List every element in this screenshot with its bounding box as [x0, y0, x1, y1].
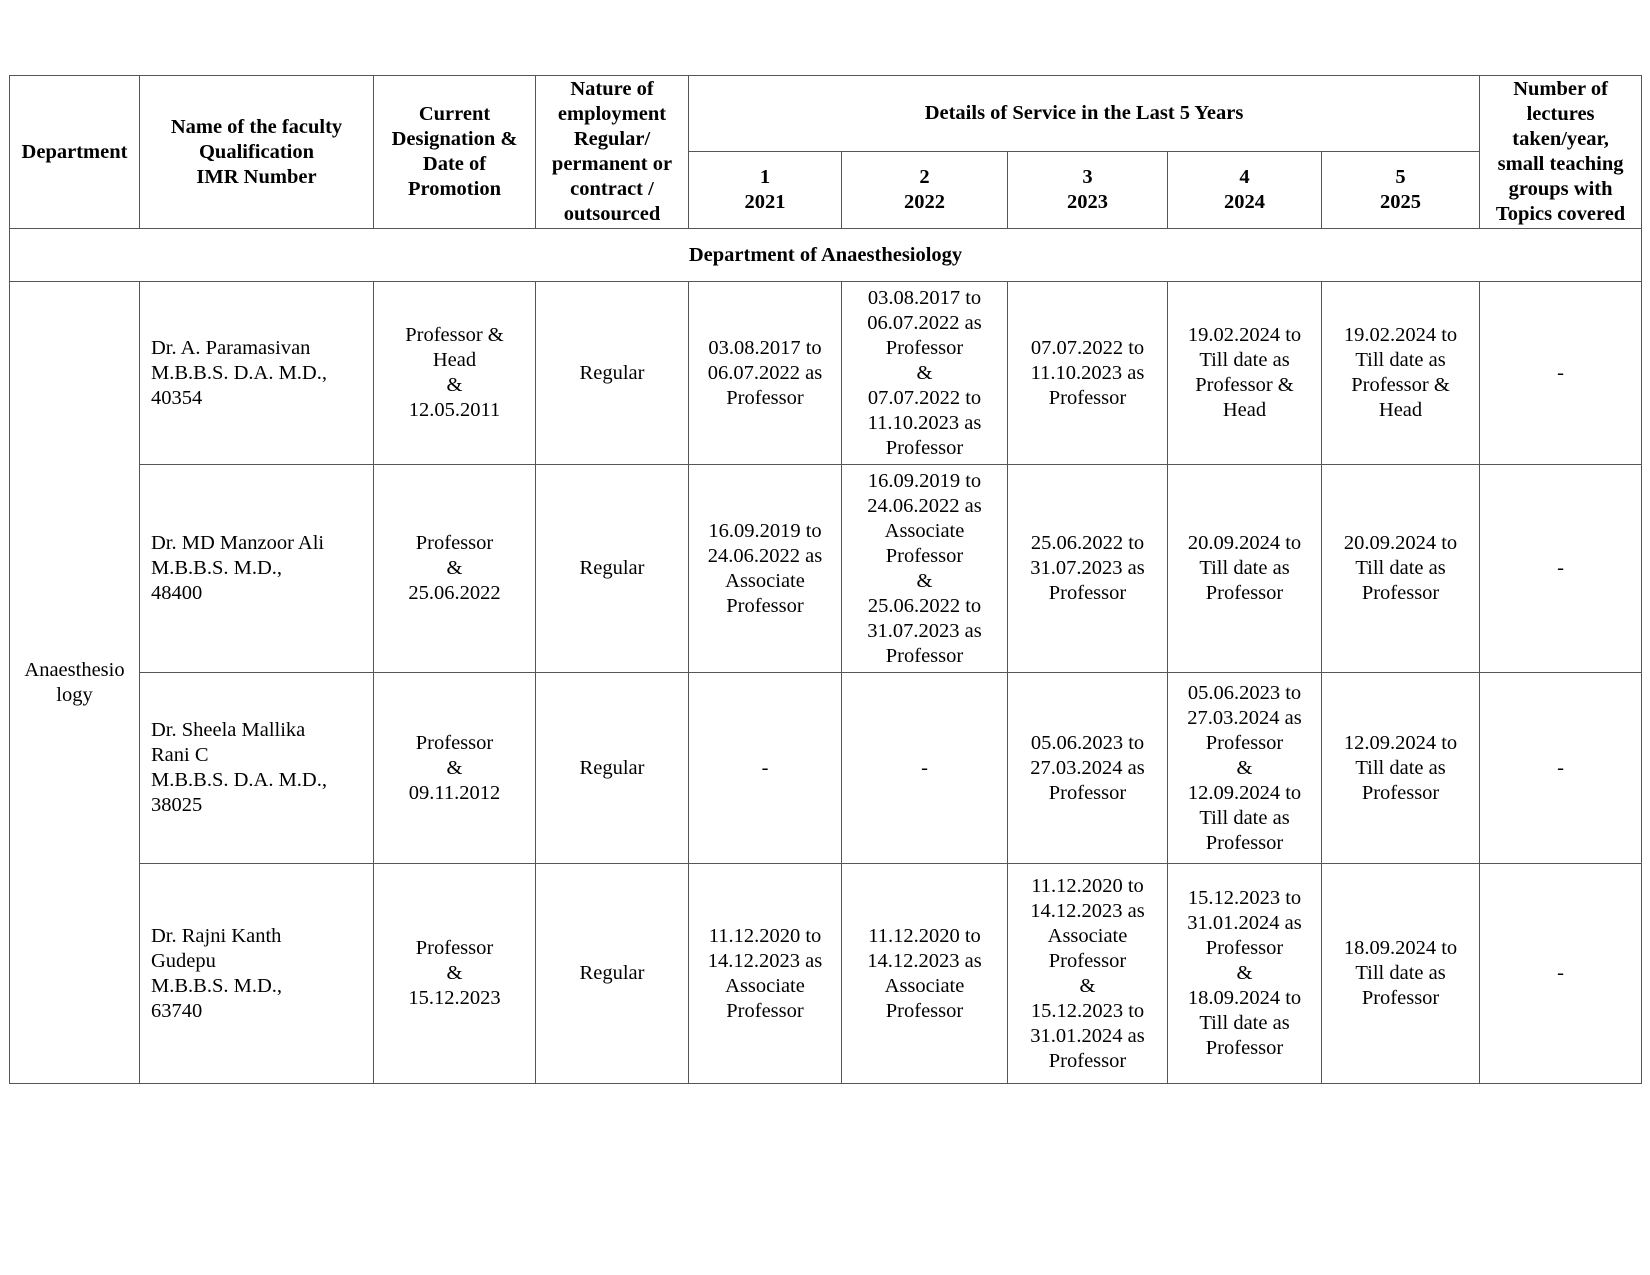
text-line: Professor & [1351, 374, 1450, 396]
section-row [10, 229, 1642, 282]
service-year-5-cell [1322, 282, 1480, 465]
text-line: 09.11.2012 [408, 781, 501, 804]
service-year-3-cell [1008, 673, 1168, 864]
text-line: 11.10.2023 as [867, 411, 982, 434]
text-line: 25.06.2022 to [867, 594, 982, 617]
text-line: Anaesthesio [24, 658, 125, 681]
text-line: Associate [725, 974, 805, 997]
text-line: 03.08.2017 to [867, 286, 982, 309]
text-line: & [916, 361, 933, 384]
service-year-4-cell [1168, 864, 1322, 1084]
text-line: 19.02.2024 to [1343, 324, 1458, 346]
faculty-name-cell [140, 673, 374, 864]
text-line: 63740 [151, 999, 203, 1022]
text-line: Professor [885, 644, 964, 667]
header-year-3 [1008, 152, 1168, 229]
text-line: IMR Number [196, 165, 317, 188]
service-year-1-cell [689, 282, 842, 465]
text-line: Regular [579, 361, 645, 384]
text-line: 48400 [151, 582, 203, 604]
department-cell [10, 282, 140, 1084]
text-line: 05.06.2023 to [1187, 681, 1302, 704]
text-line: 11.12.2020 to [868, 924, 981, 947]
text-line: Professor [1205, 831, 1284, 854]
service-year-3-cell [1008, 864, 1168, 1084]
text-line: 2023 [1067, 191, 1108, 213]
text-line: - [1557, 962, 1564, 984]
text-line: 11.10.2023 as [1030, 361, 1145, 384]
text-line: 12.09.2024 to [1187, 781, 1302, 804]
text-line: Professor [1048, 386, 1127, 409]
lectures-cell [1480, 864, 1642, 1084]
text-line: 25.06.2022 [408, 582, 501, 604]
text-line: 3 [1082, 166, 1093, 188]
header-lectures [1480, 76, 1642, 229]
text-line: Till date as [1355, 557, 1446, 579]
header-year-2 [842, 152, 1008, 229]
text-line: Nature of [570, 78, 654, 100]
designation-cell [374, 673, 536, 864]
text-line: 31.01.2024 as [1030, 1024, 1145, 1047]
table-row [10, 864, 1642, 1084]
text-line: Till date as [1199, 806, 1290, 829]
text-line: 14.12.2023 as [867, 949, 982, 972]
text-line: Associate [1047, 924, 1128, 947]
table-header [10, 76, 1642, 229]
text-line: - [1557, 361, 1564, 384]
text-line: Professor [415, 731, 494, 754]
text-line: M.B.B.S. D.A. M.D., [151, 769, 327, 791]
text-line: - [1557, 557, 1564, 579]
lectures-cell [1480, 465, 1642, 673]
text-line: Professor [885, 544, 964, 567]
service-year-5-cell [1322, 864, 1480, 1084]
section-title: Department of Anaesthesiology [10, 229, 1642, 282]
text-line: 07.07.2022 to [867, 386, 982, 409]
text-line: 18.09.2024 to [1343, 937, 1458, 959]
text-line: contract / [570, 178, 654, 200]
employment-nature-cell [536, 864, 689, 1084]
designation-cell [374, 465, 536, 673]
service-year-2-cell [842, 282, 1008, 465]
text-line: 11.12.2020 to [1031, 874, 1144, 897]
text-line: - [761, 756, 769, 779]
text-line: 24.06.2022 as [707, 544, 823, 567]
text-line: 11.12.2020 to [708, 924, 822, 947]
text-line: small teaching [1497, 153, 1624, 175]
designation-cell [374, 864, 536, 1084]
text-line: Till date as [1199, 557, 1290, 579]
service-year-1-cell [689, 864, 842, 1084]
text-line: - [1557, 756, 1564, 779]
text-line: Professor [1048, 1049, 1127, 1072]
text-line: permanent or [551, 153, 673, 175]
faculty-name-cell [140, 282, 374, 465]
text-line: Professor & [405, 324, 504, 346]
text-line: 31.07.2023 as [867, 619, 982, 642]
service-year-1-cell [689, 673, 842, 864]
text-line: Professor [1361, 781, 1440, 804]
service-year-2-cell [842, 673, 1008, 864]
text-line: 2022 [904, 191, 945, 213]
text-line: 40354 [151, 386, 203, 409]
text-line: 06.07.2022 as [867, 311, 982, 334]
text-line: Professor [726, 594, 804, 617]
text-line: & [446, 962, 463, 984]
text-line: 1 [759, 166, 771, 188]
faculty-name-cell [140, 864, 374, 1084]
text-line: Date of [422, 153, 487, 175]
text-line: Qualification [198, 140, 315, 163]
text-line: Promotion [407, 178, 501, 200]
service-year-5-cell [1322, 673, 1480, 864]
header-name [140, 76, 374, 229]
text-line: Dr. Rajni Kanth [151, 924, 282, 947]
text-line: Professor [1048, 582, 1127, 604]
text-line: Head [1378, 399, 1423, 421]
header-designation [374, 76, 536, 229]
text-line: Professor & [1195, 374, 1294, 396]
text-line: Regular/ [573, 128, 651, 150]
text-line: Topics covered [1495, 203, 1626, 225]
text-line: 06.07.2022 as [707, 361, 823, 384]
text-line: Professor [1205, 937, 1284, 959]
text-line: Dr. A. Paramasivan [151, 336, 311, 359]
text-line: 14.12.2023 as [707, 949, 823, 972]
text-line: Professor [415, 532, 494, 554]
text-line: 15.12.2023 to [1030, 999, 1145, 1022]
text-line: Head [1222, 399, 1267, 421]
text-line: Associate [725, 569, 805, 592]
text-line: Professor [726, 999, 804, 1022]
text-line: 18.09.2024 to [1187, 987, 1302, 1009]
text-line: employment [557, 103, 667, 125]
text-line: 14.12.2023 as [1030, 899, 1145, 922]
text-line: 2 [919, 166, 930, 188]
table-row [10, 282, 1642, 465]
text-line: taken/year, [1512, 128, 1609, 150]
text-line: 2021 [744, 191, 786, 213]
text-line: Regular [579, 962, 645, 984]
service-year-3-cell [1008, 282, 1168, 465]
text-line: Professor [885, 999, 964, 1022]
text-line: 15.12.2023 [408, 987, 501, 1009]
service-year-1-cell [689, 465, 842, 673]
table-row [10, 465, 1642, 673]
text-line: 38025 [151, 794, 203, 816]
text-line: 12.09.2024 to [1343, 731, 1458, 754]
text-line: groups with [1508, 178, 1613, 200]
text-line: 24.06.2022 as [867, 494, 982, 517]
text-line: & [446, 557, 463, 579]
employment-nature-cell [536, 465, 689, 673]
header-year-4 [1168, 152, 1322, 229]
text-line: Professor [1048, 781, 1127, 804]
employment-nature-cell [536, 282, 689, 465]
table-body [10, 229, 1642, 1084]
text-line: 31.01.2024 as [1187, 912, 1302, 934]
text-line: Gudepu [151, 949, 216, 972]
text-line: 31.07.2023 as [1030, 557, 1145, 579]
text-line: 2025 [1380, 191, 1422, 213]
faculty-table [9, 75, 1642, 1084]
employment-nature-cell [536, 673, 689, 864]
text-line: Till date as [1355, 962, 1446, 984]
text-line: 5 [1395, 166, 1406, 188]
text-line: 16.09.2019 to [708, 519, 822, 542]
service-year-2-cell [842, 864, 1008, 1084]
text-line: 2024 [1224, 191, 1265, 213]
text-line: outsourced [563, 203, 661, 225]
text-line: & [1236, 962, 1253, 984]
text-line: Head [432, 349, 477, 371]
text-line: - [921, 756, 928, 779]
service-year-4-cell [1168, 465, 1322, 673]
faculty-name-cell [140, 465, 374, 673]
text-line: Associate [884, 519, 965, 542]
text-line: M.B.B.S. D.A. M.D., [151, 361, 327, 384]
text-line: Professor [885, 436, 964, 459]
text-line: & [446, 756, 463, 779]
text-line: & [1236, 756, 1253, 779]
text-line: Professor [415, 937, 494, 959]
text-line: Designation & [391, 128, 518, 150]
text-line: Professor [1205, 1037, 1284, 1059]
text-line: 19.02.2024 to [1187, 324, 1302, 346]
service-year-4-cell [1168, 673, 1322, 864]
table-row [10, 673, 1642, 864]
text-line: 25.06.2022 to [1030, 532, 1145, 554]
text-line: Name of the faculty [170, 115, 343, 138]
text-line: 05.06.2023 to [1030, 731, 1145, 754]
text-line: Professor [1205, 731, 1284, 754]
text-line: Professor [1361, 582, 1440, 604]
text-line: Till date as [1199, 349, 1290, 371]
text-line: logy [56, 683, 93, 706]
header-department: Department [10, 76, 140, 229]
designation-cell [374, 282, 536, 465]
text-line: 16.09.2019 to [867, 469, 982, 492]
text-line: Dr. Sheela Mallika [151, 719, 306, 741]
text-line: Professor [1048, 949, 1127, 972]
service-year-4-cell [1168, 282, 1322, 465]
text-line: M.B.B.S. M.D., [151, 974, 283, 997]
service-year-2-cell [842, 465, 1008, 673]
text-line: Till date as [1355, 349, 1446, 371]
text-line: 20.09.2024 to [1343, 532, 1458, 554]
text-line: Number of [1513, 78, 1608, 100]
text-line: 07.07.2022 to [1030, 336, 1145, 359]
text-line: M.B.B.S. M.D., [151, 557, 283, 579]
header-nature [536, 76, 689, 229]
text-line: 03.08.2017 to [708, 336, 822, 359]
lectures-cell [1480, 673, 1642, 864]
service-year-5-cell [1322, 465, 1480, 673]
header-year-5 [1322, 152, 1480, 229]
lectures-cell [1480, 282, 1642, 465]
text-line: & [916, 569, 933, 592]
text-line: Till date as [1355, 756, 1446, 779]
text-line: Associate [884, 974, 965, 997]
text-line: Professor [885, 336, 964, 359]
text-line: Dr. MD Manzoor Ali [151, 532, 325, 554]
header-year-1 [689, 152, 842, 229]
text-line: Professor [1205, 582, 1284, 604]
text-line: 4 [1239, 166, 1250, 188]
text-line: 27.03.2024 as [1030, 756, 1145, 779]
text-line: Current [418, 103, 491, 125]
text-line: lectures [1526, 103, 1595, 125]
text-line: & [1079, 974, 1096, 997]
service-year-3-cell [1008, 465, 1168, 673]
text-line: Regular [579, 756, 645, 779]
text-line: 20.09.2024 to [1187, 532, 1302, 554]
text-line: Regular [579, 557, 645, 579]
text-line: 12.05.2011 [408, 399, 501, 421]
text-line: & [446, 374, 463, 396]
header-service: Details of Service in the Last 5 Years [689, 76, 1480, 152]
text-line: Professor [1361, 987, 1440, 1009]
text-line: Rani C [151, 744, 209, 766]
text-line: 27.03.2024 as [1187, 706, 1302, 729]
text-line: Till date as [1199, 1012, 1290, 1034]
text-line: Professor [726, 386, 804, 409]
text-line: 15.12.2023 to [1187, 887, 1302, 909]
